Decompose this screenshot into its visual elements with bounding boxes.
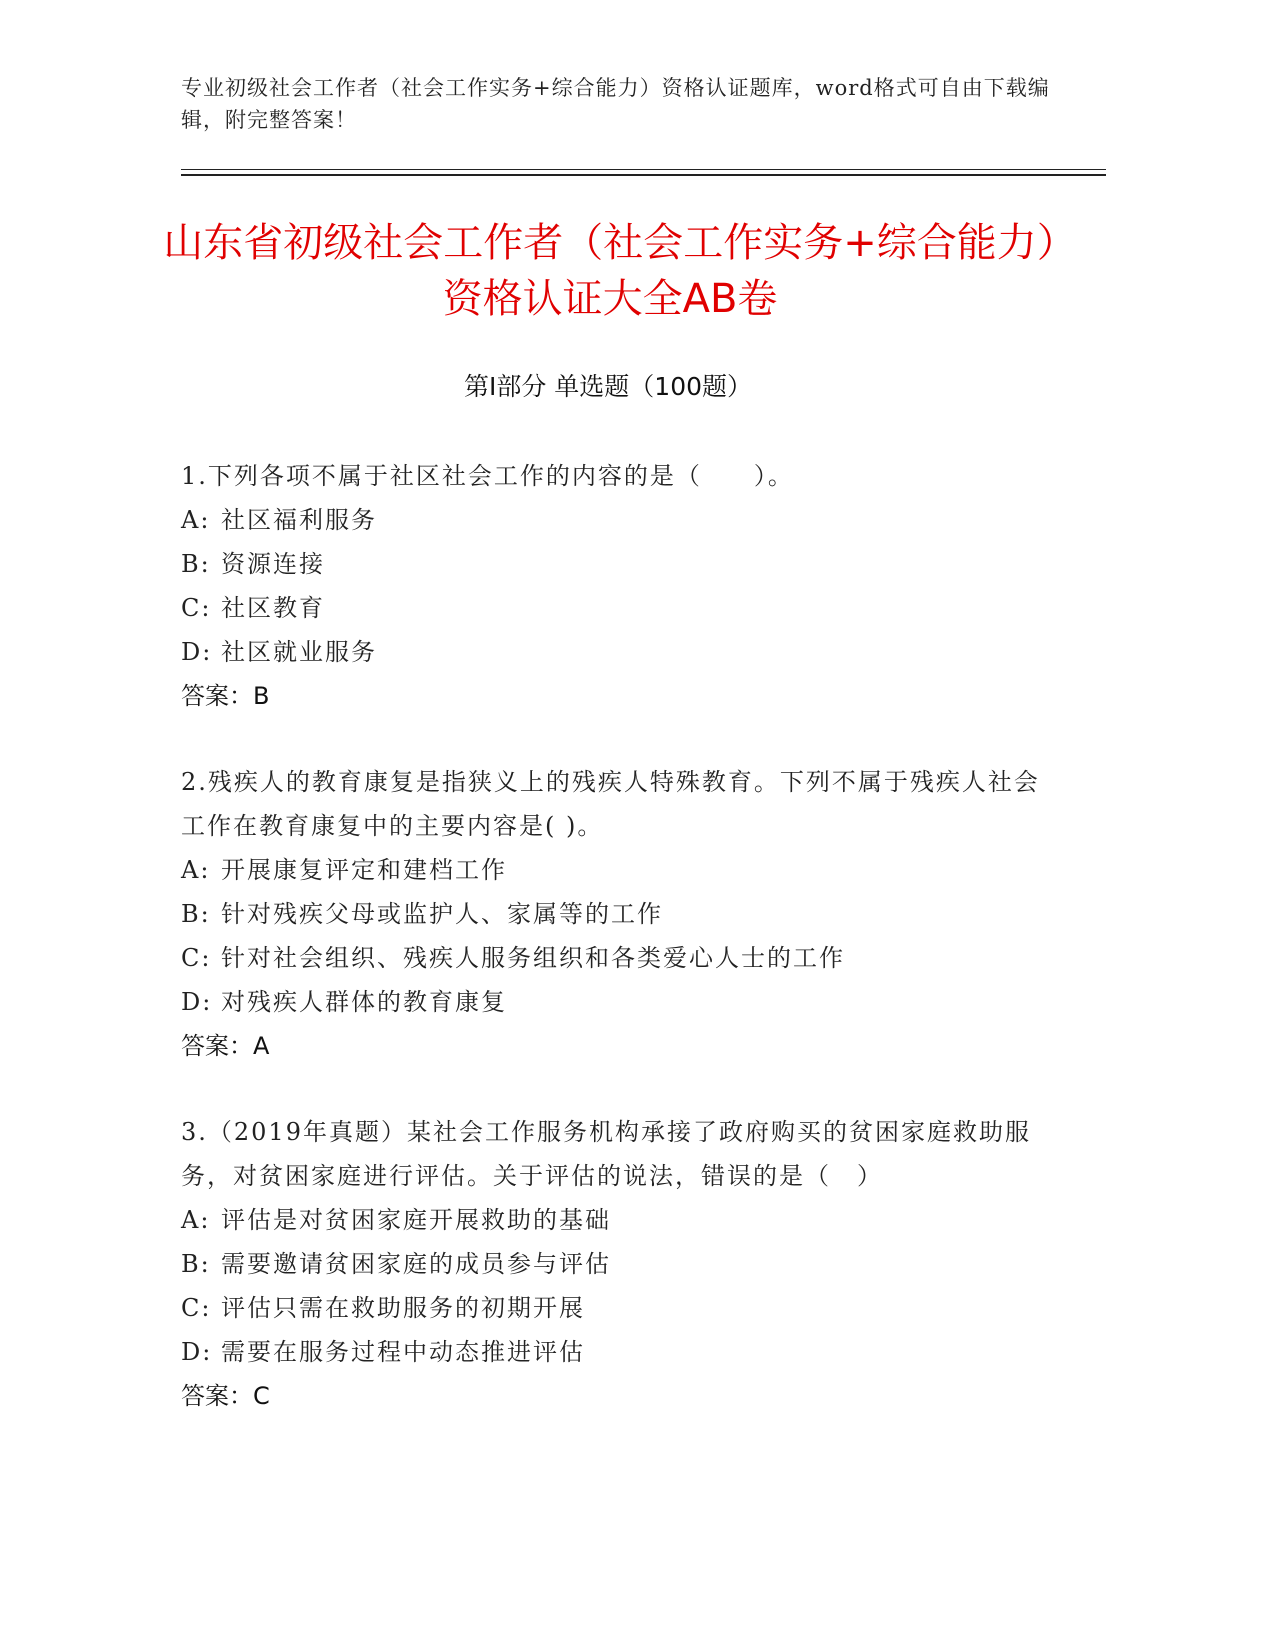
option-b — [181, 542, 1041, 586]
answer: 答案：C — [181, 1382, 270, 1410]
option-a — [181, 1198, 1041, 1242]
option-text: 评估是对贫困家庭开展救助的基础 — [221, 1206, 611, 1234]
option-text: 资源连接 — [221, 550, 325, 578]
option-text: 评估只需在救助服务的初期开展 — [221, 1294, 585, 1322]
option-a — [181, 498, 1041, 542]
header-note: 专业初级社会工作者（社会工作实务+综合能力）资格认证题库，word格式可自由下载编辑，附完整答案！ — [181, 76, 1050, 132]
option-text: 社区福利服务 — [221, 506, 377, 534]
option-key: D: — [181, 988, 213, 1016]
option-c — [181, 936, 1041, 980]
option-text: 针对社会组织、残疾人服务组织和各类爱心人士的工作 — [221, 944, 845, 972]
option-key: A: — [181, 856, 211, 884]
option-a — [181, 848, 1041, 892]
option-key: A: — [181, 1206, 211, 1234]
question-stem: 2.残疾人的教育康复是指狭义上的残疾人特殊教育。下列不属于残疾人社会工作在教育康复中的主要内容是( )。 — [181, 768, 1040, 840]
option-key: D: — [181, 1338, 213, 1366]
question-stem: 3.（2019年真题）某社会工作服务机构承接了政府购买的贫困家庭救助服务，对贫困家庭进行评估。关于评估的说法，错误的是（ ） — [181, 1118, 1031, 1190]
option-text: 需要在服务过程中动态推进评估 — [221, 1338, 585, 1366]
option-text: 社区教育 — [221, 594, 325, 622]
question-1 — [181, 454, 1041, 718]
option-b — [181, 1242, 1041, 1286]
question-stem: 1.下列各项不属于社区社会工作的内容的是（ ）。 — [181, 462, 794, 490]
option-key: B: — [181, 550, 211, 578]
option-text: 对残疾人群体的教育康复 — [221, 988, 507, 1016]
option-d — [181, 980, 1041, 1024]
option-key: A: — [181, 506, 211, 534]
option-text: 针对残疾父母或监护人、家属等的工作 — [221, 900, 663, 928]
header-divider-thin — [181, 169, 1106, 170]
option-b — [181, 892, 1041, 936]
section-title: 第I部分 单选题（100题） — [463, 372, 753, 401]
option-c — [181, 586, 1041, 630]
option-key: B: — [181, 1250, 211, 1278]
option-text: 社区就业服务 — [221, 638, 377, 666]
question-list — [181, 454, 1041, 1460]
option-c — [181, 1286, 1041, 1330]
option-key: C: — [181, 594, 212, 622]
option-text: 需要邀请贫困家庭的成员参与评估 — [221, 1250, 611, 1278]
option-key: B: — [181, 900, 211, 928]
option-text: 开展康复评定和建档工作 — [221, 856, 507, 884]
answer: 答案：B — [181, 682, 270, 710]
document-title: 山东省初级社会工作者（社会工作实务+综合能力）资格认证大全AB卷 — [163, 220, 1057, 322]
option-key: D: — [181, 638, 213, 666]
question-3 — [181, 1110, 1041, 1418]
header-divider-thick — [181, 174, 1106, 176]
option-d — [181, 630, 1041, 674]
option-key: C: — [181, 944, 212, 972]
option-key: C: — [181, 1294, 212, 1322]
question-2 — [181, 760, 1041, 1068]
answer: 答案：A — [181, 1032, 270, 1060]
option-d — [181, 1330, 1041, 1374]
